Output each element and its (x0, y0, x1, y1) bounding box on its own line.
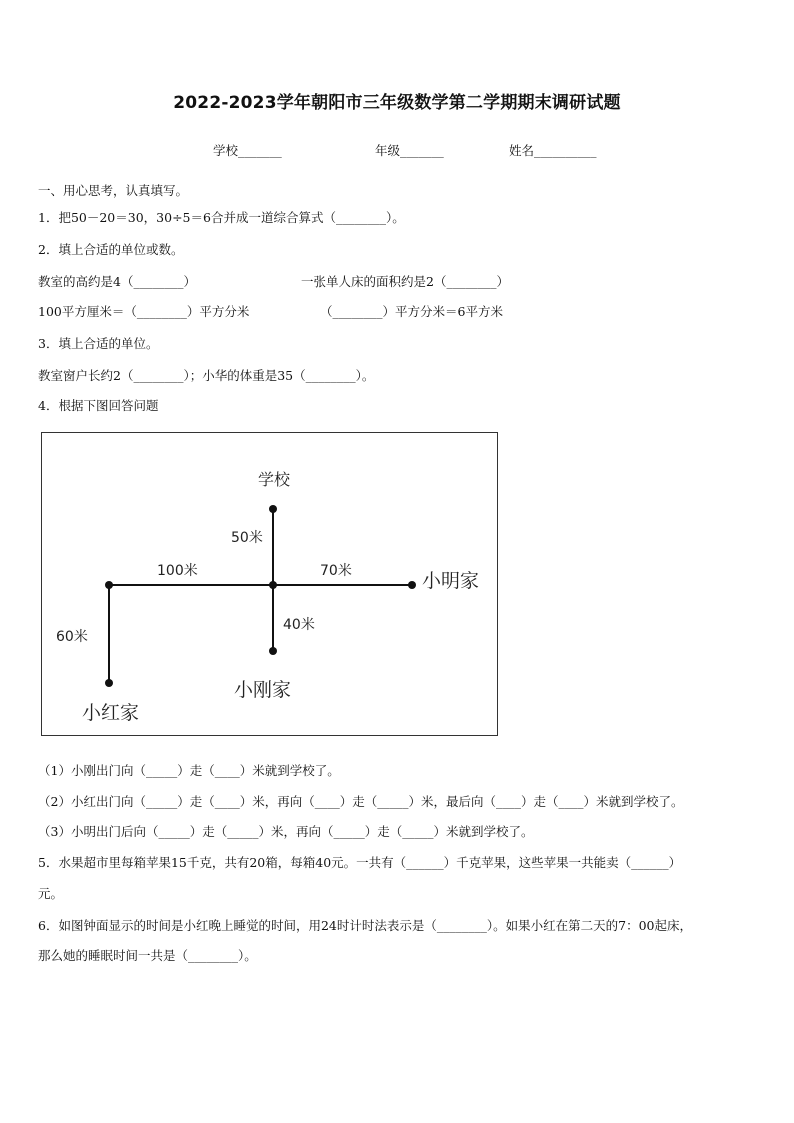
page-title: 2022-2023学年朝阳市三年级数学第二学期期末调研试题 (173, 93, 621, 113)
question-3a: 教室窗户长约2（________）；小华的体重是35（________）。 (38, 368, 375, 383)
question-5: 5．水果超市里每箱苹果15千克，共有20箱，每箱40元。一共有（______）千克苹果，这些苹果一共能卖（______） (38, 855, 682, 870)
question-4: 4．根据下图回答问题 (38, 398, 159, 413)
question-4-1: （1）小刚出门向（_____）走（____）米就到学校了。 (38, 763, 340, 778)
xiaogang-label: 小刚家 (234, 679, 292, 701)
grade-field: 年级_______ (375, 143, 444, 158)
name-field: 姓名__________ (509, 143, 597, 158)
question-6: 6．如图钟面显示的时间是小红晚上睡觉的时间，用24时计时法表示是（________）。如果小红在第二天的7：00起床， (38, 918, 692, 933)
question-2c: 100平方厘米＝（________）平方分米 (38, 304, 250, 319)
school-field: 学校_______ (213, 143, 282, 158)
route-map (42, 433, 497, 735)
junction-dot (269, 581, 277, 589)
distance-west: 100米 (157, 563, 198, 579)
xiaohong-label: 小红家 (82, 702, 140, 724)
distance-east: 70米 (320, 563, 352, 579)
question-4-3: （3）小明出门后向（_____）走（_____）米，再向（_____）走（_____）米就到学校了。 (38, 824, 534, 839)
question-2: 2．填上合适的单位或数。 (38, 242, 184, 257)
question-5-cont: 元。 (38, 886, 64, 901)
route-diagram (41, 432, 498, 736)
question-6-cont: 那么她的睡眠时间一共是（________）。 (38, 948, 257, 963)
question-3: 3．填上合适的单位。 (38, 336, 159, 351)
distance-school: 50米 (231, 530, 263, 546)
question-1: 1．把50－20＝30，30÷5＝6合并成一道综合算式（________）。 (38, 210, 405, 225)
question-4-2: （2）小红出门向（_____）走（____）米，再向（____）走（_____）米，最后向（____）走（____）米就到学校了。 (38, 794, 684, 809)
question-2b: 一张单人床的面积约是2（________） (301, 274, 509, 289)
question-2a: 教室的高约是4（________） (38, 274, 196, 289)
question-2d: （________）平方分米＝6平方米 (320, 304, 503, 319)
xiaogang-dot (269, 647, 277, 655)
distance-hong: 60米 (56, 629, 88, 645)
school-label: 学校 (258, 470, 291, 489)
xiaoming-label: 小明家 (422, 570, 480, 592)
xiaoming-dot (408, 581, 416, 589)
section-heading: 一、用心思考，认真填写。 (38, 183, 189, 198)
xiaohong-dot (105, 679, 113, 687)
school-dot (269, 505, 277, 513)
distance-south: 40米 (283, 617, 315, 633)
corner-dot (105, 581, 113, 589)
